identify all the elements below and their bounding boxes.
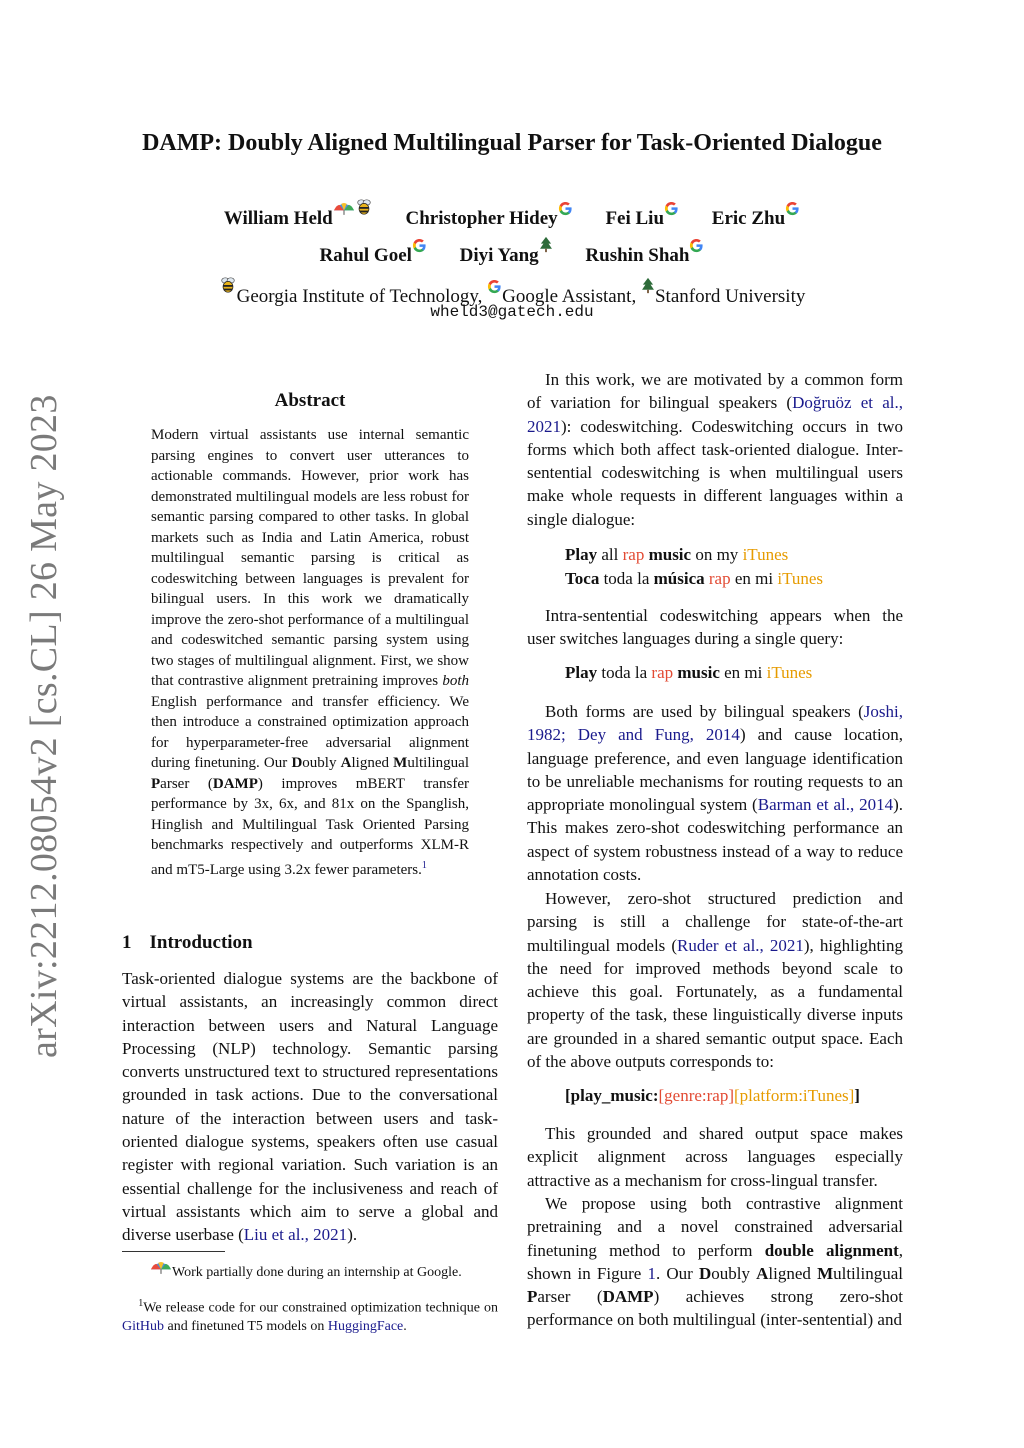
abstract-text: arser ( bbox=[160, 775, 213, 792]
paragraph-text: oubly bbox=[711, 1263, 757, 1283]
footnote-text: . bbox=[403, 1318, 407, 1334]
paragraph-text: Task-oriented dialogue systems are the backbone of virtual assistants, an increasingly common direct interaction between users and Natural Language Processing (NLP) technology. Semantic parsing converts unstructured text to structured representations grounded in task actions. Due to the conversational nature of the interaction between users and task-oriented dialogue systems, speakers often use casual register with regional variation. Such variation is an essential challenge for the inclusiveness and reach of virtual assistants which aim to serve a global and diverse userbase ( bbox=[122, 969, 498, 1245]
example-word: Toca bbox=[565, 568, 600, 588]
example-intra-sentential bbox=[565, 663, 812, 683]
example-inter-sentential bbox=[565, 543, 823, 590]
paragraph-text: Both forms are used by bilingual speakers ( bbox=[545, 702, 864, 721]
section-heading-introduction bbox=[122, 932, 253, 954]
paragraph-text: ). This makes zero-shot codeswitching performance an aspect of system robustness instead of a way to reduce annotation costs. bbox=[527, 795, 903, 885]
section-title: Introduction bbox=[149, 932, 253, 953]
abstract-heading: Abstract bbox=[274, 390, 346, 411]
affiliation-google: Google Assistant, bbox=[502, 286, 637, 307]
citation-link[interactable]: Barman et al., 2014 bbox=[757, 795, 894, 815]
abstract-body bbox=[151, 425, 469, 880]
abstract-text: ultilingual bbox=[407, 755, 469, 771]
google-icon bbox=[487, 279, 502, 294]
footnote-divider bbox=[122, 1251, 225, 1252]
example-word: toda la bbox=[599, 568, 654, 588]
affiliation-georgia: Georgia Institute of Technology, bbox=[236, 286, 483, 307]
paragraph-text: ligned bbox=[768, 1263, 818, 1283]
footnote-link[interactable]: 1 bbox=[421, 859, 427, 871]
citation-link[interactable]: Joshi, 1982; Dey and Fung, 2014 bbox=[527, 702, 903, 745]
author-name: Christopher Hidey bbox=[405, 208, 558, 229]
section-number: 1 bbox=[122, 932, 132, 953]
example-spanish bbox=[565, 567, 823, 591]
google-icon bbox=[664, 201, 679, 216]
genre-slot: rap bbox=[708, 568, 731, 588]
paragraph-text: ), highlighting the need for improved methods beyond scale to achieve this goal. Fortunately, as a fundamental property of the task, these linguistically diverse inputs are grounded in a shared semantic output space. Each of the above outputs corresponds to: bbox=[527, 935, 903, 1072]
footnote-internship bbox=[122, 1264, 498, 1282]
paragraph-output-space: This grounded and shared output space makes explicit alignment across languages especially attractive as a mechanism for cross-lingual transfer. bbox=[527, 1124, 903, 1190]
author-line-2 bbox=[0, 236, 1024, 267]
introduction-paragraph bbox=[122, 967, 498, 1247]
paragraph-text: ): codeswitching. Codeswitching occurs in two forms which both affect task-oriented dialogue. Inter-sentential codeswitching is when multilingual users make whole requests in different languages within a single dialogue: bbox=[527, 416, 903, 529]
platform-slot: iTunes bbox=[777, 568, 824, 588]
footnote-number: 1 bbox=[138, 1298, 144, 1309]
abstract-text: oubly bbox=[302, 755, 341, 771]
parse-slot-platform: [platform:iTunes] bbox=[734, 1086, 855, 1105]
example-word: all bbox=[597, 545, 623, 564]
acronym-letter: A bbox=[340, 755, 352, 771]
paragraph-text: . Our bbox=[655, 1263, 699, 1283]
paragraph-both-forms bbox=[527, 700, 903, 886]
author-eric-zhu bbox=[712, 201, 800, 230]
umbrella-icon bbox=[333, 201, 355, 216]
genre-slot: rap bbox=[622, 545, 645, 564]
example-word: en mi bbox=[719, 663, 767, 682]
github-link[interactable]: GitHub bbox=[122, 1318, 164, 1334]
author-christopher-hidey bbox=[406, 201, 573, 230]
paragraph-zero-shot bbox=[527, 887, 903, 1073]
google-icon bbox=[412, 238, 427, 253]
tree-icon bbox=[641, 277, 655, 294]
contact-email: wheld3@gatech.edu bbox=[430, 303, 594, 321]
example-word: music bbox=[648, 545, 692, 564]
acronym: DAMP bbox=[212, 775, 258, 792]
acronym-letter: P bbox=[527, 1287, 538, 1307]
paragraph-intra-sentential: Intra-sentential codeswitching appears when the user switches languages during a single query: bbox=[527, 606, 903, 649]
author-william-held bbox=[224, 198, 373, 230]
paragraph-text: However, zero-shot structured prediction and parsing is still a challenge for state-of-the-art multilingual models ( bbox=[527, 889, 903, 955]
example-word: on my bbox=[691, 545, 743, 564]
paragraph-proposal bbox=[527, 1192, 903, 1332]
acronym-letter: D bbox=[698, 1263, 712, 1283]
paragraph-motivation bbox=[527, 368, 903, 531]
arxiv-identifier: arXiv:2212.08054v2 [cs.CL] 26 May 2023 bbox=[23, 394, 65, 1058]
author-rahul-goel bbox=[320, 238, 427, 267]
umbrella-icon bbox=[150, 1260, 172, 1275]
footnote-text: Work partially done during an internship at Google. bbox=[172, 1265, 462, 1280]
example-word: Play bbox=[565, 545, 598, 564]
example-word: toda la bbox=[597, 663, 652, 682]
bee-icon bbox=[355, 198, 373, 216]
footnote-text: and finetuned T5 models on bbox=[164, 1318, 328, 1334]
figure-link[interactable]: 1 bbox=[647, 1263, 656, 1283]
parse-intent: [play_music: bbox=[565, 1086, 659, 1105]
author-name: Diyi Yang bbox=[459, 245, 539, 266]
abstract-text: ligned bbox=[351, 755, 394, 771]
paragraph-text: , shown in Figure bbox=[527, 1240, 904, 1283]
semantic-parse-example bbox=[565, 1086, 860, 1106]
huggingface-link[interactable]: HuggingFace bbox=[327, 1318, 404, 1334]
acronym-letter: A bbox=[756, 1263, 769, 1283]
example-english bbox=[565, 543, 823, 567]
tree-icon bbox=[539, 236, 553, 253]
genre-slot: rap bbox=[651, 663, 674, 682]
paragraph-text: ) and cause location, language preference, and even language identification to be unreliable mechanisms for routing requests to an appropriate monolingual system ( bbox=[527, 725, 904, 815]
paragraph-text: arser ( bbox=[537, 1287, 603, 1307]
example-word: music bbox=[677, 663, 720, 682]
author-name: Rahul Goel bbox=[319, 245, 412, 266]
author-name: William Held bbox=[223, 208, 333, 229]
abstract-text: ) improves mBERT transfer performance by 3x, 6x, and 81x on the Spanglish, Hinglish and Multilingual Task Oriented Parsing benchmarks respectively and outperforms XLM-R and mT5-Large using 3.2x fewer parameters. bbox=[151, 775, 469, 878]
acronym-letter: M bbox=[817, 1263, 834, 1283]
author-line-1 bbox=[0, 198, 1024, 230]
author-diyi-yang bbox=[460, 236, 553, 267]
footnote-code-release bbox=[122, 1295, 498, 1336]
citation-link[interactable]: Doğruöz et al., 2021 bbox=[527, 393, 903, 436]
author-fei-liu bbox=[605, 201, 679, 230]
abstract-text: English performance and transfer efficiency. We then introduce a constrained optimization approach for hyperparameter-free adversarial alignment during finetuning. Our bbox=[151, 693, 469, 771]
example-word: Play bbox=[565, 663, 598, 682]
author-name: Rushin Shah bbox=[585, 245, 690, 266]
google-icon bbox=[785, 201, 800, 216]
parse-slot-genre: [genre:rap] bbox=[658, 1086, 735, 1105]
author-name: Fei Liu bbox=[605, 208, 665, 229]
author-rushin-shah bbox=[585, 238, 704, 267]
acronym: DAMP bbox=[602, 1287, 654, 1307]
platform-slot: iTunes bbox=[742, 545, 789, 564]
paragraph-text: In this work, we are motivated by a common form of variation for bilingual speakers ( bbox=[527, 370, 903, 413]
example-word: música bbox=[653, 568, 705, 588]
paragraph-text: ) achieves strong zero-shot performance on both multilingual (inter-sentential) and bbox=[527, 1287, 903, 1330]
abstract-emphasis: both bbox=[442, 673, 469, 689]
paragraph-text: We propose using both contrastive alignment pretraining and a novel constrained adversarial finetuning method to perform bbox=[527, 1194, 903, 1260]
acronym-letter: P bbox=[151, 775, 161, 792]
citation-link[interactable]: Liu et al., 2021 bbox=[243, 1225, 348, 1245]
footnote-text: We release code for our constrained optimization technique on bbox=[143, 1300, 498, 1316]
example-word: en mi bbox=[730, 568, 778, 588]
citation-link[interactable]: Ruder et al., 2021 bbox=[677, 935, 804, 955]
acronym-letter: D bbox=[291, 755, 303, 771]
platform-slot: iTunes bbox=[766, 663, 813, 682]
bee-icon bbox=[219, 276, 237, 294]
paragraph-text: ultilingual bbox=[833, 1263, 903, 1283]
author-name: Eric Zhu bbox=[711, 208, 786, 229]
parse-close: ] bbox=[854, 1086, 860, 1105]
paper-title: DAMP: Doubly Aligned Multilingual Parser for Task-Oriented Dialogue bbox=[142, 130, 882, 156]
google-icon bbox=[558, 201, 573, 216]
emphasis: double alignment bbox=[764, 1240, 899, 1260]
paragraph-text: ). bbox=[347, 1225, 358, 1245]
acronym-letter: M bbox=[393, 755, 408, 771]
affiliation-stanford: Stanford University bbox=[654, 286, 806, 307]
abstract-text: Modern virtual assistants use internal semantic parsing engines to convert user utterances to actionable commands. However, prior work has demonstrated multilingual models are less robust for semantic parsing compared to other tasks. In global markets such as India and Latin America, robust multilingual semantic parsing is critical as codeswitching between languages is prevalent for bilingual users. In this work we dramatically improve the zero-shot performance of a multilingual and codeswitched semantic parsing system using two stages of multilingual alignment. First, we show that contrastive alignment pretraining improves bbox=[151, 427, 469, 689]
google-icon bbox=[689, 238, 704, 253]
